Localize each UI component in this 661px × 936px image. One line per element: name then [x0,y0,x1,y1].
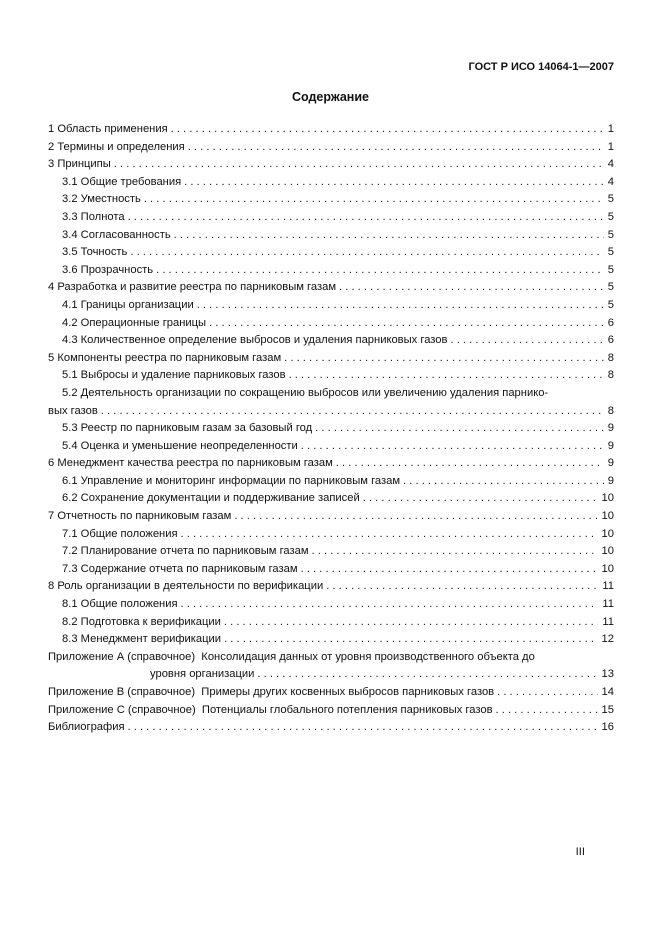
toc-entry-label: 8 Роль организации в деятельности по верификации [48,580,324,593]
dot-leader [403,473,604,491]
toc-entry-label: Приложение А (справочное) Консолидация данных от уровня производственного объекта до [48,650,535,663]
toc-row [48,262,614,280]
toc-page-number: 12 [601,633,614,646]
dot-leader [224,614,598,632]
toc-entry-label: 4 Разработка и развитие реестра по парниковым газам [48,281,337,294]
toc-entry-label: 5 Компоненты реестра по парниковым газам [48,351,282,364]
toc-row [48,438,614,456]
dot-leader [257,666,597,684]
toc-entry-label: 4.1 Границы организации [62,298,194,311]
toc-entry-label: 7.1 Общие положения [62,527,178,540]
toc-row [48,191,614,209]
toc-row [48,702,614,720]
toc-page-number: 13 [601,668,614,681]
toc-page-number: 5 [607,210,614,223]
toc-page-number: 9 [607,457,614,470]
dot-leader [301,561,598,579]
toc-page-number: 5 [607,228,614,241]
toc-row [48,332,614,350]
dot-leader [188,139,604,157]
toc-entry-label: вых газов [48,404,98,417]
toc-entry-label: 3 Принципы [48,158,111,171]
dot-leader [284,350,604,368]
toc-entry-label: 3.5 Точность [62,246,128,259]
toc-page-number: 4 [607,158,614,171]
toc-page-number: 8 [607,369,614,382]
dot-leader [197,297,604,315]
document-header-standard-number: ГОСТ Р ИСО 14064-1—2007 [468,61,614,73]
toc-page-number: 11 [602,615,614,628]
dot-leader [130,244,603,262]
dot-leader [234,508,597,526]
toc-page-number: 5 [607,281,614,294]
toc-entry-label: 3.2 Уместность [62,193,141,206]
toc-entry-label: Библиография [48,721,125,734]
toc-page-number: 9 [607,474,614,487]
toc-row [48,350,614,368]
toc-row [48,490,614,508]
toc-entry-label: 4.2 Операционные границы [62,316,207,329]
dot-leader [326,578,598,596]
toc-row [48,614,614,632]
toc-page-number: 11 [602,580,614,593]
toc-entry-label: 3.6 Прозрачность [62,263,154,276]
toc-page-number: 5 [607,193,614,206]
toc-entry-label: 2 Термины и определения [48,140,185,153]
toc-entry-label: 6.2 Сохранение документации и поддерживание записей [62,492,360,505]
toc-page-number: 10 [601,510,614,523]
toc-page-number: 11 [602,598,614,611]
toc-entry-label: 5.2 Деятельность организации по сокращению выбросов или увеличению удаления парнико- [62,386,549,399]
dot-leader [312,543,598,561]
dot-leader [209,315,604,333]
toc-row [48,508,614,526]
toc-row [48,473,614,491]
dot-leader [289,367,604,385]
toc-row [48,684,614,702]
toc-page-number: 1 [607,140,614,153]
toc-page-number: 4 [607,175,614,188]
toc-row [48,315,614,333]
toc-row [48,543,614,561]
page-number-footer: III [575,846,585,858]
toc-row [48,174,614,192]
toc-entry-label: уровня организации [150,668,255,681]
toc-entry-label: 3.3 Полнота [62,210,125,223]
toc-entry-label: 6 Менеджмент качества реестра по парниковым газам [48,457,333,470]
toc-page-number: 10 [601,545,614,558]
dot-leader [181,596,599,614]
dot-leader [450,332,603,350]
toc-entry-label: Приложение С (справочное) Потенциалы глобального потепления парниковых газов [48,703,493,716]
dot-leader [128,209,604,227]
toc-entry-label: 8.3 Менеджмент верификации [62,633,222,646]
toc-page-number: 10 [601,527,614,540]
toc-row [48,578,614,596]
toc-page-number: 8 [607,351,614,364]
toc-row [48,526,614,544]
dot-leader [114,156,604,174]
toc-entry-label: 3.1 Общие требования [62,175,182,188]
dot-leader [174,227,604,245]
dot-leader [156,262,604,280]
toc-entry-label: 5.4 Оценка и уменьшение неопределенности [62,439,298,452]
toc-page-number: 9 [607,439,614,452]
toc-row [48,279,614,297]
toc-entry-label: 5.1 Выбросы и удаление парниковых газов [62,369,286,382]
toc-entry-label: 7.3 Содержание отчета по парниковым газам [62,562,298,575]
dot-leader [315,420,604,438]
toc-list [48,121,614,737]
toc-row [48,139,614,157]
dot-leader [301,438,604,456]
dot-leader [171,121,604,139]
toc-row [48,596,614,614]
toc-page-number: 14 [601,686,614,698]
toc-row [48,367,614,385]
dot-leader [181,526,598,544]
toc-page-number: 6 [607,334,614,347]
toc-row [48,561,614,579]
toc-entry-label: 5.3 Реестр по парниковым газам за базовый год [62,422,313,435]
toc-row [48,227,614,245]
toc-row [48,455,614,473]
toc-row [48,719,614,737]
toc-row [48,297,614,315]
toc-page-number: 15 [601,703,614,716]
dot-leader [101,403,604,421]
toc-page-number: 5 [607,263,614,276]
dot-leader [128,719,598,737]
dot-leader [363,490,598,508]
toc-page-number: 5 [607,246,614,259]
toc-entry-label: Приложение В (справочное) Примеры других косвенных выбросов парниковых газов [48,686,495,698]
toc-page-number: 5 [607,298,614,311]
toc-entry-label: 8.1 Общие положения [62,598,178,611]
dot-leader [224,631,597,649]
dot-leader [184,174,604,192]
toc-entry-label: 3.4 Согласованность [62,228,171,241]
toc-entry-label: 7 Отчетность по парниковым газам [48,510,232,523]
toc-row [48,156,614,174]
toc-row [48,420,614,438]
toc-row [48,244,614,262]
toc-page-number: 16 [601,721,614,734]
toc-page-number: 1 [607,123,614,135]
toc-row [48,385,614,403]
toc-page-number: 9 [607,422,614,435]
toc-row [48,631,614,649]
page-title: Содержание [291,90,369,104]
dot-leader [339,279,604,297]
toc-entry-label: 8.2 Подготовка к верификации [62,615,221,628]
toc-entry-label: 4.3 Количественное определение выбросов и удаления парниковых газов [62,334,448,347]
toc-entry-label: 7.2 Планирование отчета по парниковым газам [62,545,309,558]
dot-leader [496,702,598,720]
toc-row [48,403,614,421]
toc-page-number: 8 [607,404,614,417]
toc-page-number: 10 [601,492,614,505]
toc-entry-label: 1 Область применения [48,123,168,135]
toc-page-number: 10 [601,562,614,575]
toc-entry-label: 6.1 Управление и мониторинг информации по парниковым газам [62,474,401,487]
toc-page-number: 6 [607,316,614,329]
dot-leader [497,684,597,702]
dot-leader [336,455,604,473]
toc-row [48,121,614,139]
toc-row [48,666,614,684]
toc-row [48,209,614,227]
toc-row [48,649,614,667]
dot-leader [144,191,604,209]
